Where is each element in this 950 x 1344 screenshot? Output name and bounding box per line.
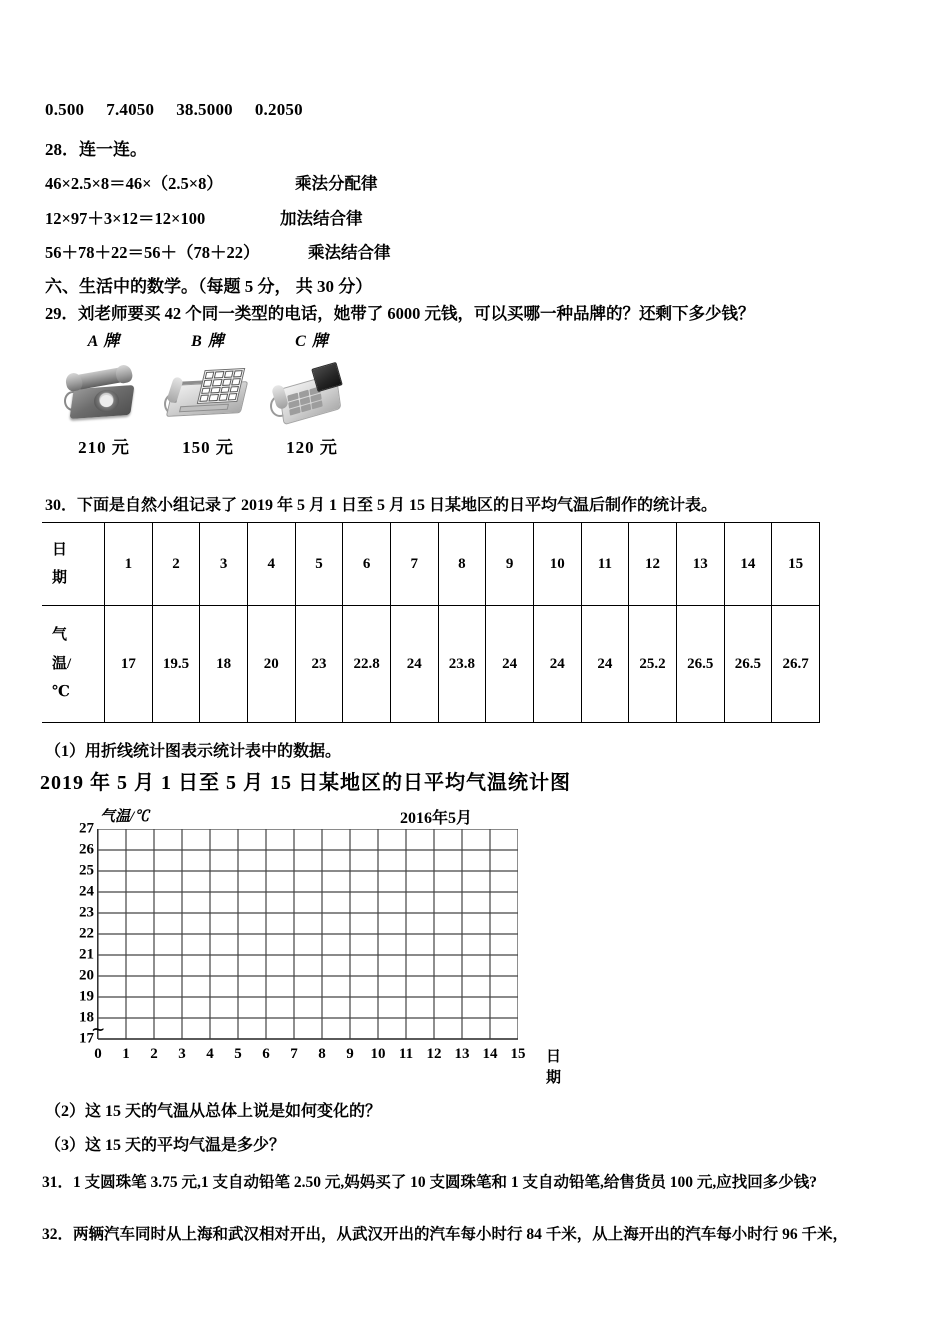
temp-cell-6: 22.8 — [343, 606, 391, 723]
temp-cell-15: 26.7 — [772, 606, 820, 723]
temp-cell-5: 23 — [295, 606, 343, 723]
chart-grid — [98, 829, 518, 1059]
keypad-telephone-icon — [154, 355, 262, 431]
chart-x-tick-6: 6 — [262, 1046, 270, 1062]
date-cell-13: 13 — [676, 523, 724, 606]
telephone-brand-label-c: C 牌 — [295, 333, 329, 350]
chart-x-axis-label: 日 期 — [546, 1049, 564, 1086]
section-6-heading: 六、生活中的数学。（每题 5 分， 共 30 分） — [45, 277, 373, 296]
chart-y-tick-25: 25 — [79, 862, 94, 879]
temp-cell-14: 26.5 — [724, 606, 772, 723]
temp-cell-7: 24 — [390, 606, 438, 723]
chart-y-axis-label: 气温/℃ — [100, 809, 150, 825]
chart-y-tick-27: 27 — [79, 820, 94, 837]
temperature-statistics-table — [42, 522, 820, 723]
temp-cell-8: 23.8 — [438, 606, 486, 723]
decimal-value-3: 0.2050 — [254, 100, 303, 119]
chart-x-tick-14: 14 — [482, 1046, 498, 1062]
match-law-1: 加法结合律 — [280, 209, 363, 228]
date-cell-2: 2 — [152, 523, 200, 606]
question-30-sub3: （3）这 15 天的平均气温是多少？ — [45, 1137, 286, 1154]
chart-x-tick-10: 10 — [370, 1046, 386, 1062]
temp-cell-3: 18 — [200, 606, 248, 723]
telephone-option-a — [50, 328, 158, 458]
question-30-sub1: （1）用折线统计图表示统计表中的数据。 — [45, 743, 342, 760]
date-cell-15: 15 — [772, 523, 820, 606]
chart-x-tick-11: 11 — [398, 1046, 414, 1062]
chart-annotation: 2016年5月 — [400, 810, 473, 827]
question-29-prompt: 29．刘老师要买 42 个同一类型的电话，她带了 6000 元钱，可以买哪一种品牌的？还剩下多少钱？ — [45, 304, 755, 323]
decimal-value-1: 7.4050 — [106, 100, 155, 119]
chart-x-tick-5: 5 — [234, 1046, 242, 1062]
temp-cell-12: 25.2 — [629, 606, 677, 723]
chart-y-tick-22: 22 — [79, 925, 94, 942]
temp-cell-9: 24 — [486, 606, 534, 723]
date-cell-10: 10 — [533, 523, 581, 606]
chart-x-tick-4: 4 — [206, 1046, 214, 1062]
chart-x-tick-9: 9 — [346, 1046, 354, 1062]
date-cell-1: 1 — [105, 523, 153, 606]
decimal-value-0: 0.500 — [45, 100, 85, 119]
temp-cell-11: 24 — [581, 606, 629, 723]
date-cell-5: 5 — [295, 523, 343, 606]
cordless-telephone-icon — [258, 355, 366, 431]
telephone-options-figure — [50, 328, 380, 468]
question-30-sub2: （2）这 15 天的气温从总体上说是如何变化的？ — [45, 1103, 382, 1120]
match-expression-1: 12×97＋3×12＝12×100 — [45, 209, 206, 228]
telephone-price-b: 150 元 — [182, 438, 234, 457]
row-header-date: 日 期 — [42, 523, 105, 606]
date-cell-7: 7 — [390, 523, 438, 606]
chart-x-tick-7: 7 — [290, 1046, 298, 1062]
match-law-2: 乘法结合律 — [308, 243, 391, 262]
match-row-0 — [45, 170, 378, 194]
chart-y-tick-24: 24 — [79, 883, 94, 900]
chart-x-tick-8: 8 — [318, 1046, 326, 1062]
chart-y-tick-19: 19 — [79, 988, 94, 1005]
chart-x-tick-2: 2 — [150, 1046, 158, 1062]
telephone-option-b — [154, 328, 262, 458]
chart-x-tick-13: 13 — [454, 1046, 470, 1062]
chart-plot-area — [79, 820, 564, 1086]
temp-cell-2: 19.5 — [152, 606, 200, 723]
table-row-dates — [42, 523, 820, 606]
chart-x-tick-15: 15 — [510, 1046, 526, 1062]
chart-y-tick-20: 20 — [79, 967, 94, 984]
chart-x-tick-12: 12 — [426, 1046, 442, 1062]
temp-cell-13: 26.5 — [676, 606, 724, 723]
question-32: 32．两辆汽车同时从上海和武汉相对开出，从武汉开出的汽车每小时行 84 千米，从上海开出的汽车每小时行 96 千米， — [42, 1226, 849, 1243]
chart-y-tick-23: 23 — [79, 904, 94, 921]
axis-break-icon: ∼ — [91, 1020, 106, 1039]
decimal-values-row — [45, 100, 325, 120]
telephone-brand-label-a: A 牌 — [87, 333, 121, 350]
telephone-price-c: 120 元 — [286, 438, 338, 457]
table-row-temperatures — [42, 606, 820, 723]
decimal-value-2: 38.5000 — [176, 100, 233, 119]
question-31: 31．1 支圆珠笔 3.75 元,1 支自动铅笔 2.50 元,妈妈买了 10 支圆珠笔和 1 支自动铅笔,给售货员 100 元,应找回多少钱? — [42, 1174, 818, 1191]
match-row-2 — [45, 239, 391, 263]
date-cell-11: 11 — [581, 523, 629, 606]
date-cell-3: 3 — [200, 523, 248, 606]
match-law-0: 乘法分配律 — [295, 174, 378, 193]
temp-cell-10: 24 — [533, 606, 581, 723]
match-row-1 — [45, 205, 363, 229]
temp-cell-4: 20 — [247, 606, 295, 723]
chart-y-tick-18: 18 — [79, 1009, 94, 1026]
date-cell-14: 14 — [724, 523, 772, 606]
row-header-temperature: 气 温/ ℃ — [42, 606, 105, 723]
chart-x-tick-3: 3 — [178, 1046, 186, 1062]
match-expression-0: 46×2.5×8＝46×（2.5×8） — [45, 174, 223, 193]
chart-y-tick-17: 17 — [79, 1030, 94, 1047]
chart-title: 2019 年 5 月 1 日至 5 月 15 日某地区的日平均气温统计图 — [40, 772, 571, 794]
rotary-telephone-icon — [50, 355, 158, 431]
question-30-prompt: 30．下面是自然小组记录了 2019 年 5 月 1 日至 5 月 15 日某地区的日平均气温后制作的统计表。 — [45, 497, 718, 514]
temperature-line-chart — [55, 805, 615, 1090]
date-cell-12: 12 — [629, 523, 677, 606]
date-cell-4: 4 — [247, 523, 295, 606]
telephone-brand-label-b: B 牌 — [191, 333, 225, 350]
temp-cell-1: 17 — [105, 606, 153, 723]
date-cell-6: 6 — [343, 523, 391, 606]
chart-x-tick-0: 0 — [94, 1046, 102, 1062]
chart-y-tick-26: 26 — [79, 841, 94, 858]
chart-y-tick-21: 21 — [79, 946, 94, 963]
date-cell-9: 9 — [486, 523, 534, 606]
date-cell-8: 8 — [438, 523, 486, 606]
question-28-prompt: 28．连一连。 — [45, 140, 147, 159]
chart-x-tick-1: 1 — [122, 1046, 130, 1062]
telephone-option-c — [258, 328, 366, 458]
match-expression-2: 56＋78＋22＝56＋（78＋22） — [45, 243, 260, 262]
telephone-price-a: 210 元 — [78, 438, 130, 457]
